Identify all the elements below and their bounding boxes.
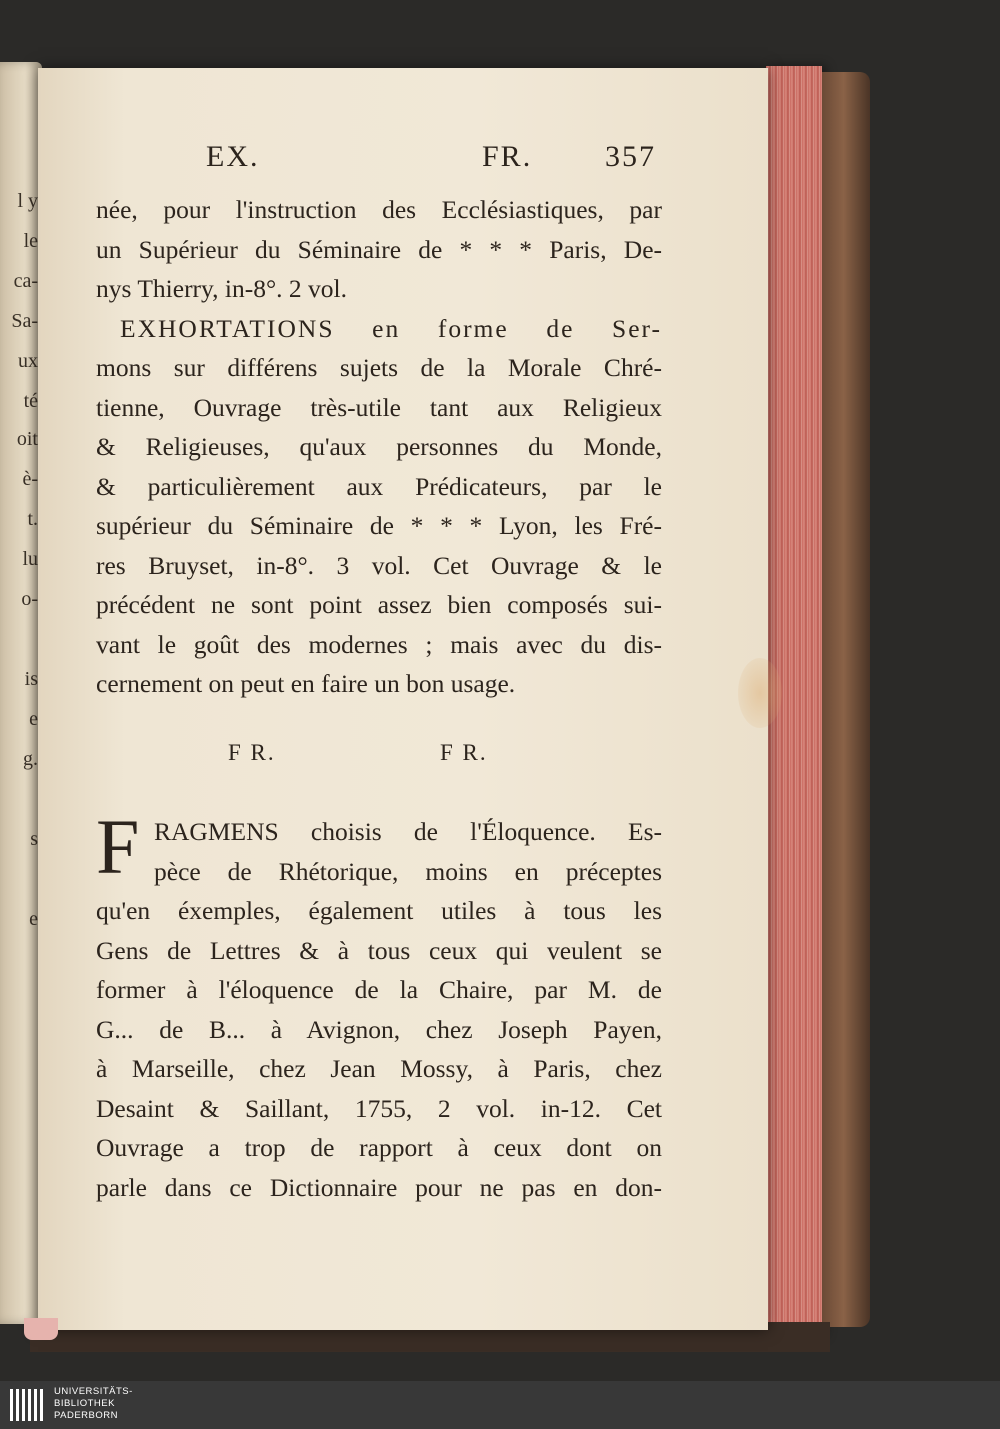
text-line: former à l'éloquence de la Chaire, par M. de xyxy=(96,975,662,1004)
text-line: pèce de Rhétorique, moins en préceptes xyxy=(154,856,662,886)
library-footer xyxy=(0,1381,1000,1429)
text-line: & Religieuses, qu'aux personnes du Monde, xyxy=(96,432,662,461)
section-heading-left: F R. xyxy=(228,740,276,765)
logo-line: UNIVERSITÄTS- xyxy=(54,1386,133,1397)
left-fragment: is xyxy=(24,668,38,690)
section-heading xyxy=(228,740,528,776)
logo-line: PADERBORN xyxy=(54,1410,118,1421)
page-number: 357 xyxy=(605,140,656,173)
text-line: G... de B... à Avignon, chez Joseph Payen, xyxy=(96,1014,662,1044)
left-fragment: ux xyxy=(18,350,38,372)
left-fragment: e xyxy=(29,908,38,930)
text-line: Desaint & Saillant, 1755, 2 vol. in-12. Cet xyxy=(96,1093,662,1123)
text-line: vant le goût des modernes ; mais avec du dis- xyxy=(96,629,662,659)
left-fragment: e xyxy=(29,708,38,730)
text-line: mons sur différens sujets de la Morale Chré- xyxy=(96,353,662,382)
text-line: RAGMENS choisis de l'Éloquence. Es- xyxy=(154,817,662,846)
text-line: Gens de Lettres & à tous ceux qui veulent se xyxy=(96,935,662,965)
left-fragment: o- xyxy=(21,588,38,610)
text-line: un Supérieur du Séminaire de * * * Paris, De- xyxy=(96,234,662,264)
book-cover-edge xyxy=(822,72,870,1327)
text-line: précédent ne sont point assez bien composés sui- xyxy=(96,590,662,619)
logo-line: BIBLIOTHEK xyxy=(54,1398,115,1409)
previous-page-edge xyxy=(0,62,42,1324)
paper-stain xyxy=(738,658,782,728)
entry-fragmens xyxy=(96,803,662,1207)
entry-exhortations xyxy=(96,190,662,704)
left-fragment: le xyxy=(23,230,38,252)
left-fragment: Sa- xyxy=(11,310,38,332)
left-fragment: s xyxy=(30,828,38,850)
text-line: cernement on peut en faire un bon usage. xyxy=(96,669,516,698)
library-logo-text xyxy=(54,1386,133,1422)
text-line: & particulièrement aux Prédicateurs, par le xyxy=(96,471,662,501)
text-line: EXHORTATIONS en forme de Ser- xyxy=(120,313,662,343)
left-fragment: g. xyxy=(23,748,38,770)
left-fragment: ca- xyxy=(13,270,38,292)
library-logo-icon xyxy=(10,1389,44,1421)
text-line: supérieur du Séminaire de * * * Lyon, les Fré- xyxy=(96,511,662,540)
section-heading-right: F R. xyxy=(440,740,488,765)
text-line: nys Thierry, in-8°. 2 vol. xyxy=(96,274,348,303)
left-fragment: té xyxy=(23,390,38,412)
text-line: à Marseille, chez Jean Mossy, à Paris, chez xyxy=(96,1054,662,1083)
left-fragment: è- xyxy=(22,468,38,490)
text-line: née, pour l'instruction des Ecclésiastiques, par xyxy=(96,195,662,224)
running-head-left: EX. xyxy=(206,140,260,173)
text-line: qu'en éxemples, également utiles à tous les xyxy=(96,896,662,925)
text-line: Ouvrage a trop de rapport à ceux dont on xyxy=(96,1133,662,1162)
text-line: tienne, Ouvrage très-utile tant aux Religieux xyxy=(96,392,662,422)
left-fragment: t. xyxy=(27,508,38,530)
text-line: res Bruyset, in-8°. 3 vol. Cet Ouvrage & le xyxy=(96,550,662,580)
drop-cap: F xyxy=(96,803,140,890)
text-line: parle dans ce Dictionnaire pour ne pas en don- xyxy=(96,1172,662,1202)
bookmark-ribbon xyxy=(24,1318,58,1340)
left-fragment: lu xyxy=(22,548,38,570)
running-head-mid: FR. xyxy=(482,140,533,173)
left-fragment: l y xyxy=(17,190,38,212)
running-head xyxy=(206,140,656,180)
left-fragment: oit xyxy=(16,428,38,450)
